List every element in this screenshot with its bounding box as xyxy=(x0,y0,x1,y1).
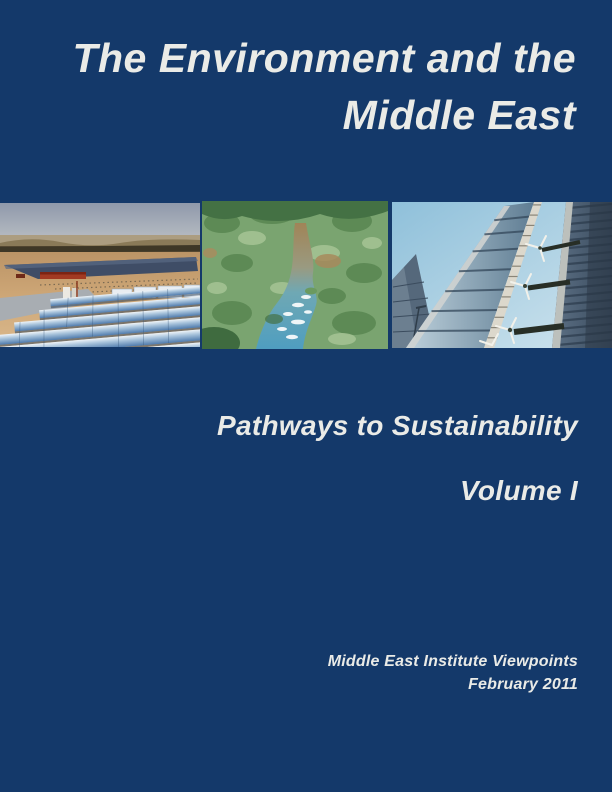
cover-photo-river-valley xyxy=(202,201,388,349)
cover-photo-turbine-towers xyxy=(392,202,612,348)
cover-footer xyxy=(328,650,578,696)
publisher-name: Middle East Institute Viewpoints xyxy=(327,653,578,670)
cover-photo-solar-plant xyxy=(0,203,200,347)
publication-date: February 2011 xyxy=(468,676,578,693)
cover-title-line2: Middle East xyxy=(342,92,576,138)
cover-subtitle: Pathways to Sustainability xyxy=(217,410,578,441)
cover-title-line1: The Environment and the xyxy=(72,35,576,81)
cover-volume-label: Volume I xyxy=(459,475,578,506)
cover-title xyxy=(0,30,576,144)
